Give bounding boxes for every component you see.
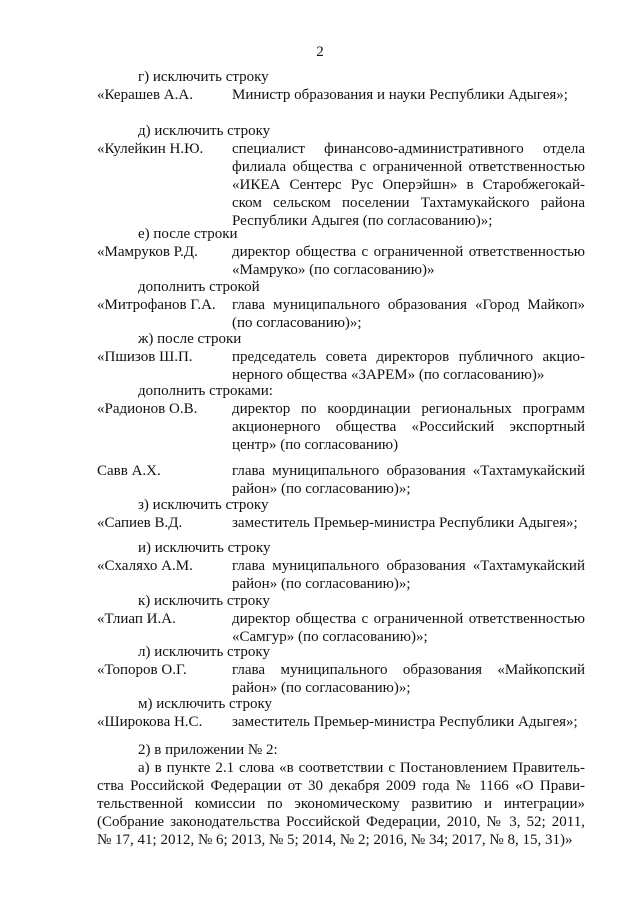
person-name: «Сапиев В.Д. [97,515,183,531]
person-name: Савв А.Х. [97,463,161,479]
person-description [232,296,585,332]
person-description [232,243,585,279]
instruction-heading: дополнить строкой [138,279,260,295]
description-line: нерного общества «ЗАРЕМ» (по согласованию)» [232,367,545,383]
person-description [232,610,585,646]
person-name: «Схаляхо А.М. [97,558,193,574]
paragraph-line: № 17, 41; 2012, № 6; 2013, № 5; 2014, № 2; 2016, № 34; 2017, № 8, 15, 31)» [97,832,573,848]
instruction-heading: и) исключить строку [138,540,271,556]
description-line: заместитель Премьер-министра Республики Адыгея»; [232,714,578,730]
person-description [232,140,585,230]
person-name: «Керашев А.А. [97,87,193,103]
person-name: «Топоров О.Г. [97,662,187,678]
page-number: 2 [316,44,324,60]
description-line: центр» (по согласованию) [232,437,399,453]
description-line: глава муниципального образования «Тахтамукайский [232,558,585,574]
person-name: «Кулейкин Н.Ю. [97,141,204,157]
description-line: «ИКЕА Сентерс Рус Оперэйшн» в Старобжегокай- [232,177,585,193]
instruction-heading: л) исключить строку [138,644,271,660]
instruction-heading: ж) после строки [138,331,242,347]
person-description [232,462,585,498]
description-line: «Мамруко» (по согласованию)» [232,262,435,278]
description-line: Министр образования и науки Республики Адыгея»; [232,87,568,103]
description-line: Республики Адыгея (по согласованию)»; [232,213,493,229]
description-line: председатель совета директоров публичного акцио- [232,349,585,365]
instruction-heading: е) после строки [138,226,238,242]
instruction-heading: г) исключить строку [138,69,269,85]
person-name: «Мамруков Р.Д. [97,244,198,260]
description-line: специалист финансово-административного отдела [232,141,585,157]
description-line: директор общества с ограниченной ответственностью [232,244,585,260]
person-description [232,514,585,532]
person-description [232,661,585,697]
description-line: (по согласованию)»; [232,315,362,331]
instruction-heading: к) исключить строку [138,593,270,609]
description-line: район» (по согласованию)»; [232,481,411,497]
person-name: «Радионов О.В. [97,401,198,417]
description-line: глава муниципального образования «Город Майкоп» [232,297,585,313]
person-description [232,86,585,104]
paragraph-line: а) в пункте 2.1 слова «в соответствии с Постановлением Правитель- [138,760,585,776]
person-description [232,713,585,731]
description-line: директор общества с ограниченной ответственностью [232,611,585,627]
person-name: «Тлиап И.А. [97,611,176,627]
person-description [232,348,585,384]
description-line: ском сельском поселении Тахтамукайского района [232,195,585,211]
description-line: заместитель Премьер-министра Республики Адыгея»; [232,515,578,531]
instruction-heading: д) исключить строку [138,123,271,139]
description-line: директор по координации региональных программ [232,401,585,417]
paragraph-line: тельственной комиссии по экономическому развитию и интеграции» [97,796,585,812]
instruction-heading: дополнить строками: [138,383,273,399]
instruction-heading: з) исключить строку [138,497,269,513]
person-description [232,557,585,593]
description-line: район» (по согласованию)»; [232,576,411,592]
description-line: район» (по согласованию)»; [232,680,411,696]
description-line: глава муниципального образования «Майкопский [232,662,585,678]
paragraph-line: ства Российской Федерации от 30 декабря 2009 года № 1166 «О Прави- [97,778,585,794]
person-name: «Митрофанов Г.А. [97,297,216,313]
instruction-heading: м) исключить строку [138,696,273,712]
appendix-paragraph [97,759,585,849]
person-name: «Пшизов Ш.П. [97,349,193,365]
description-line: глава муниципального образования «Тахтамукайский [232,463,585,479]
paragraph-line: (Собрание законодательства Российской Федерации, 2010, № 3, 52; 2011, [97,814,585,830]
description-line: «Самгур» (по согласованию)»; [232,629,428,645]
person-name: «Широкова Н.С. [97,714,203,730]
description-line: акционерного общества «Российский экспортный [232,419,585,435]
appendix-heading: 2) в приложении № 2: [138,742,278,758]
person-description [232,400,585,454]
description-line: филиала общества с ограниченной ответственностью [232,159,585,175]
